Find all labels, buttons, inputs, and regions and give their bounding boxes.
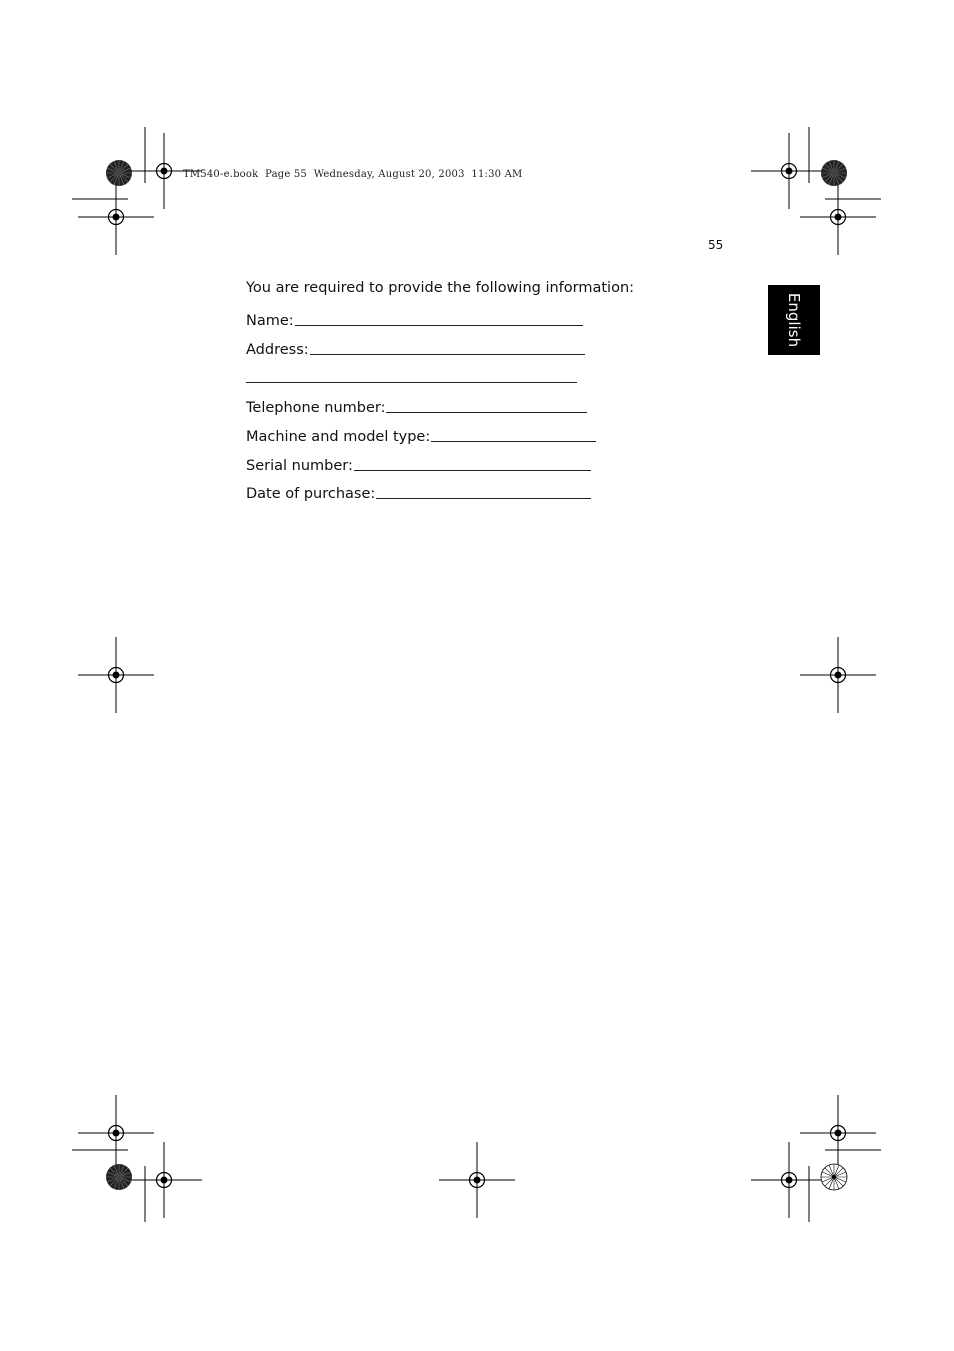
registration-mark-icon — [78, 1095, 154, 1171]
starburst-target-icon — [821, 1164, 847, 1190]
telephone-label: Telephone number: — [246, 400, 386, 416]
registration-mark-icon — [439, 1142, 515, 1218]
purchase-date-label: Date of purchase: — [246, 486, 376, 502]
print-header: TM540-e.book Page 55 Wednesday, August 20, 2003 11:30 AM — [183, 169, 523, 180]
registration-mark-icon — [78, 179, 154, 255]
starburst-target-icon — [106, 1164, 132, 1190]
registration-mark-icon — [800, 1095, 876, 1171]
serial-number-label: Serial number: — [246, 458, 353, 474]
registration-mark-icon — [751, 1142, 827, 1218]
starburst-target-icon — [821, 160, 847, 186]
name-label: Name: — [246, 313, 294, 329]
page-number: 55 — [708, 238, 724, 252]
machine-model-label: Machine and model type: — [246, 429, 431, 445]
registration-mark-icon — [78, 637, 154, 713]
form-intro: You are required to provide the following information: — [246, 280, 635, 296]
crop-marks — [72, 127, 881, 1222]
address-label: Address: — [246, 342, 309, 358]
registration-mark-icon — [800, 179, 876, 255]
registration-mark-icon — [751, 133, 827, 209]
starburst-target-icon — [106, 160, 132, 186]
registration-mark-icon — [126, 133, 202, 209]
registration-mark-icon — [126, 1142, 202, 1218]
language-tab-label: English — [785, 292, 804, 348]
registration-mark-icon — [800, 637, 876, 713]
